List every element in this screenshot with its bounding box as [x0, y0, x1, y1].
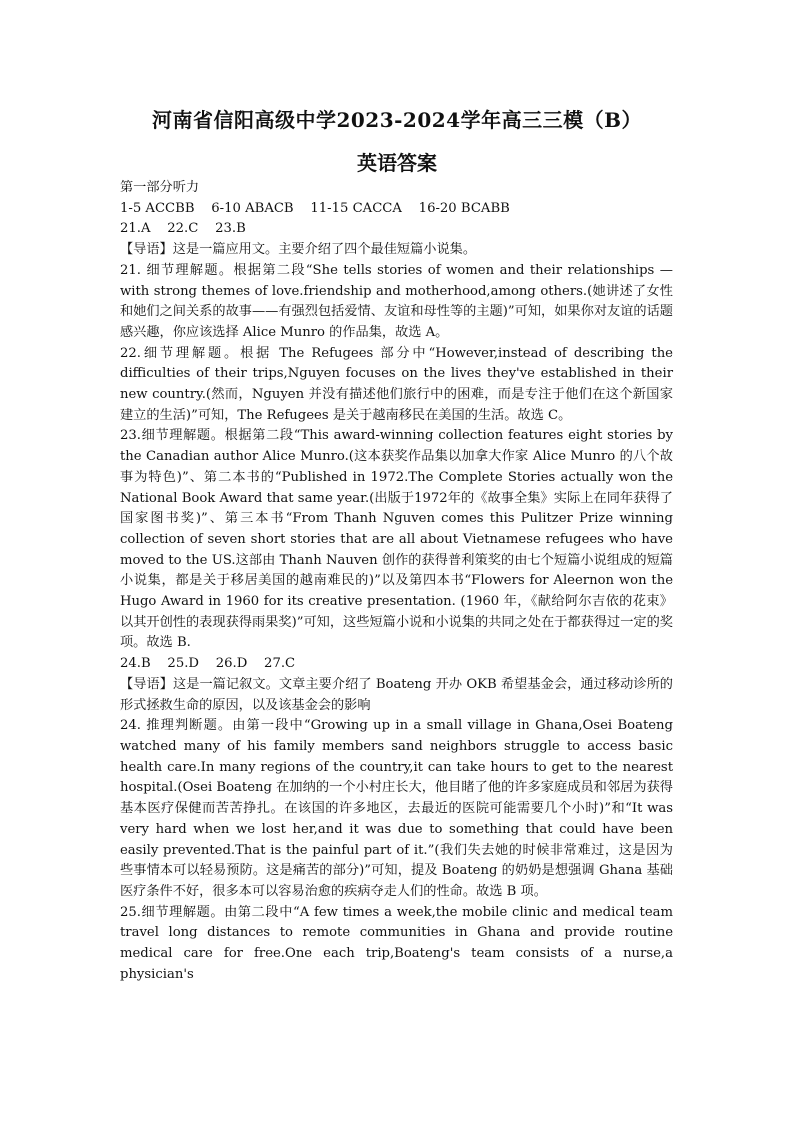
intro-passage-a: 【导语】这是一篇应用文。主要介绍了四个最佳短篇小说集。 — [120, 242, 477, 258]
explanation-21: 21. 细节理解题。根据第二段“She tells stories of women and their relationships —with strong themes of love.friendship and motherhood,among others.(她讲述了女性和她们之间关系的故事——有强烈包括爱情、友谊和母性等的主题)”可知，如果你对友谊的话题感兴趣，你应该选择 Alice Munro 的作品集，故选 A。 — [120, 262, 673, 340]
document-subtitle: 英语答案 — [357, 151, 437, 175]
explanation-25: 25.细节理解题。由第二段中“A few times a week,the mobile clinic and medical team travel long distances to remote communities in Ghana and provide routine medical care for free.One each trip,Boateng's team consists of a nurse,a physician's — [120, 904, 673, 982]
explanation-23: 23.细节理解题。根据第二段“This award-winning collection features eight stories by the Canadian author Alice Munro.(这本获奖作品集以加拿大作家 Alice Munro 的八个故事为特色)”、第二本书的“Published in 1972.The Complete Stories actually won the National Book Award that same year.(出版于1972年的《故事全集》实际上在同年获得了国家图书奖)”、第三本书“From Thanh Nguven comes this Pulitzer Prize winning collection of seven short stories that are all about Vietnamese refugees who have moved to the US.这部由 Thanh Nauven 创作的获得普利策奖的由七个短篇小说组成的短篇小说集，都是关于移居美国的越南难民的)”以及第四本书“Flowers for Aleernon won the Hugo Award in 1960 for its creative presentation. (1960 年，《献给阿尔吉依的花束》以其开创性的表现获得雨果奖)”可知，这些短篇小说和小说集的共同之处在于都获得过一定的奖项。故选 B. — [120, 428, 673, 651]
section-heading-listening: 第一部分听力 — [120, 180, 200, 195]
intro-passage-b: 【导语】这是一篇记叙文。文章主要介绍了 Boateng 开办 OKB 希望基金会，通过移动诊所的形式拯救生命的原因，以及该基金会的影响 — [120, 676, 673, 713]
answers-24-27: 24.B 25.D 26.D 27.C — [120, 656, 296, 672]
answers-21-23: 21.A 22.C 23.B — [120, 221, 246, 237]
answer-body — [120, 178, 673, 985]
answers-1-20: 1-5 ACCBB 6-10 ABACB 11-15 CACCA 16-20 BCABB — [120, 200, 510, 216]
document-title: 河南省信阳高级中学2023-2024学年高三三模（B） — [151, 108, 643, 132]
explanation-24: 24. 推理判断题。由第一段中“Growing up in a small village in Ghana,Osei Boateng watched many of his family members sand neighbors struggle to access basic health care.In many regions of the country,it can take hours to get to the nearest hospital.(Osei Boateng 在加纳的一个小村庄长大，他目睹了他的许多家庭成员和邻居为获得基本医疗保健而苦苦挣扎。在该国的许多地区，去最近的医院可能需要几个小时)”和“It was very hard when we lost her,and it was due to something that could have been easily prevented.That is the painful part of it.”(我们失去她的时候非常难过，这是因为些事情本可以轻易预防。这是痛苦的部分)”可知，提及 Boateng 的奶奶是想强调 Ghana 基础医疗条件不好，很多本可以容易治愈的疾病夺走人们的性命。故选 B 项。 — [120, 718, 673, 899]
explanation-22: 22.细节理解题。根据 The Refugees 部分中“However,instead of describing the difficulties of their trips,Nguyen focuses on the lives they've established in their new country.(然而，Nguyen 并没有描述他们旅行中的困难，而是专注于他们在这个新国家建立的生活)”可知，The Refugees 是关于越南移民在美国的生活。故选 C。 — [120, 345, 673, 423]
